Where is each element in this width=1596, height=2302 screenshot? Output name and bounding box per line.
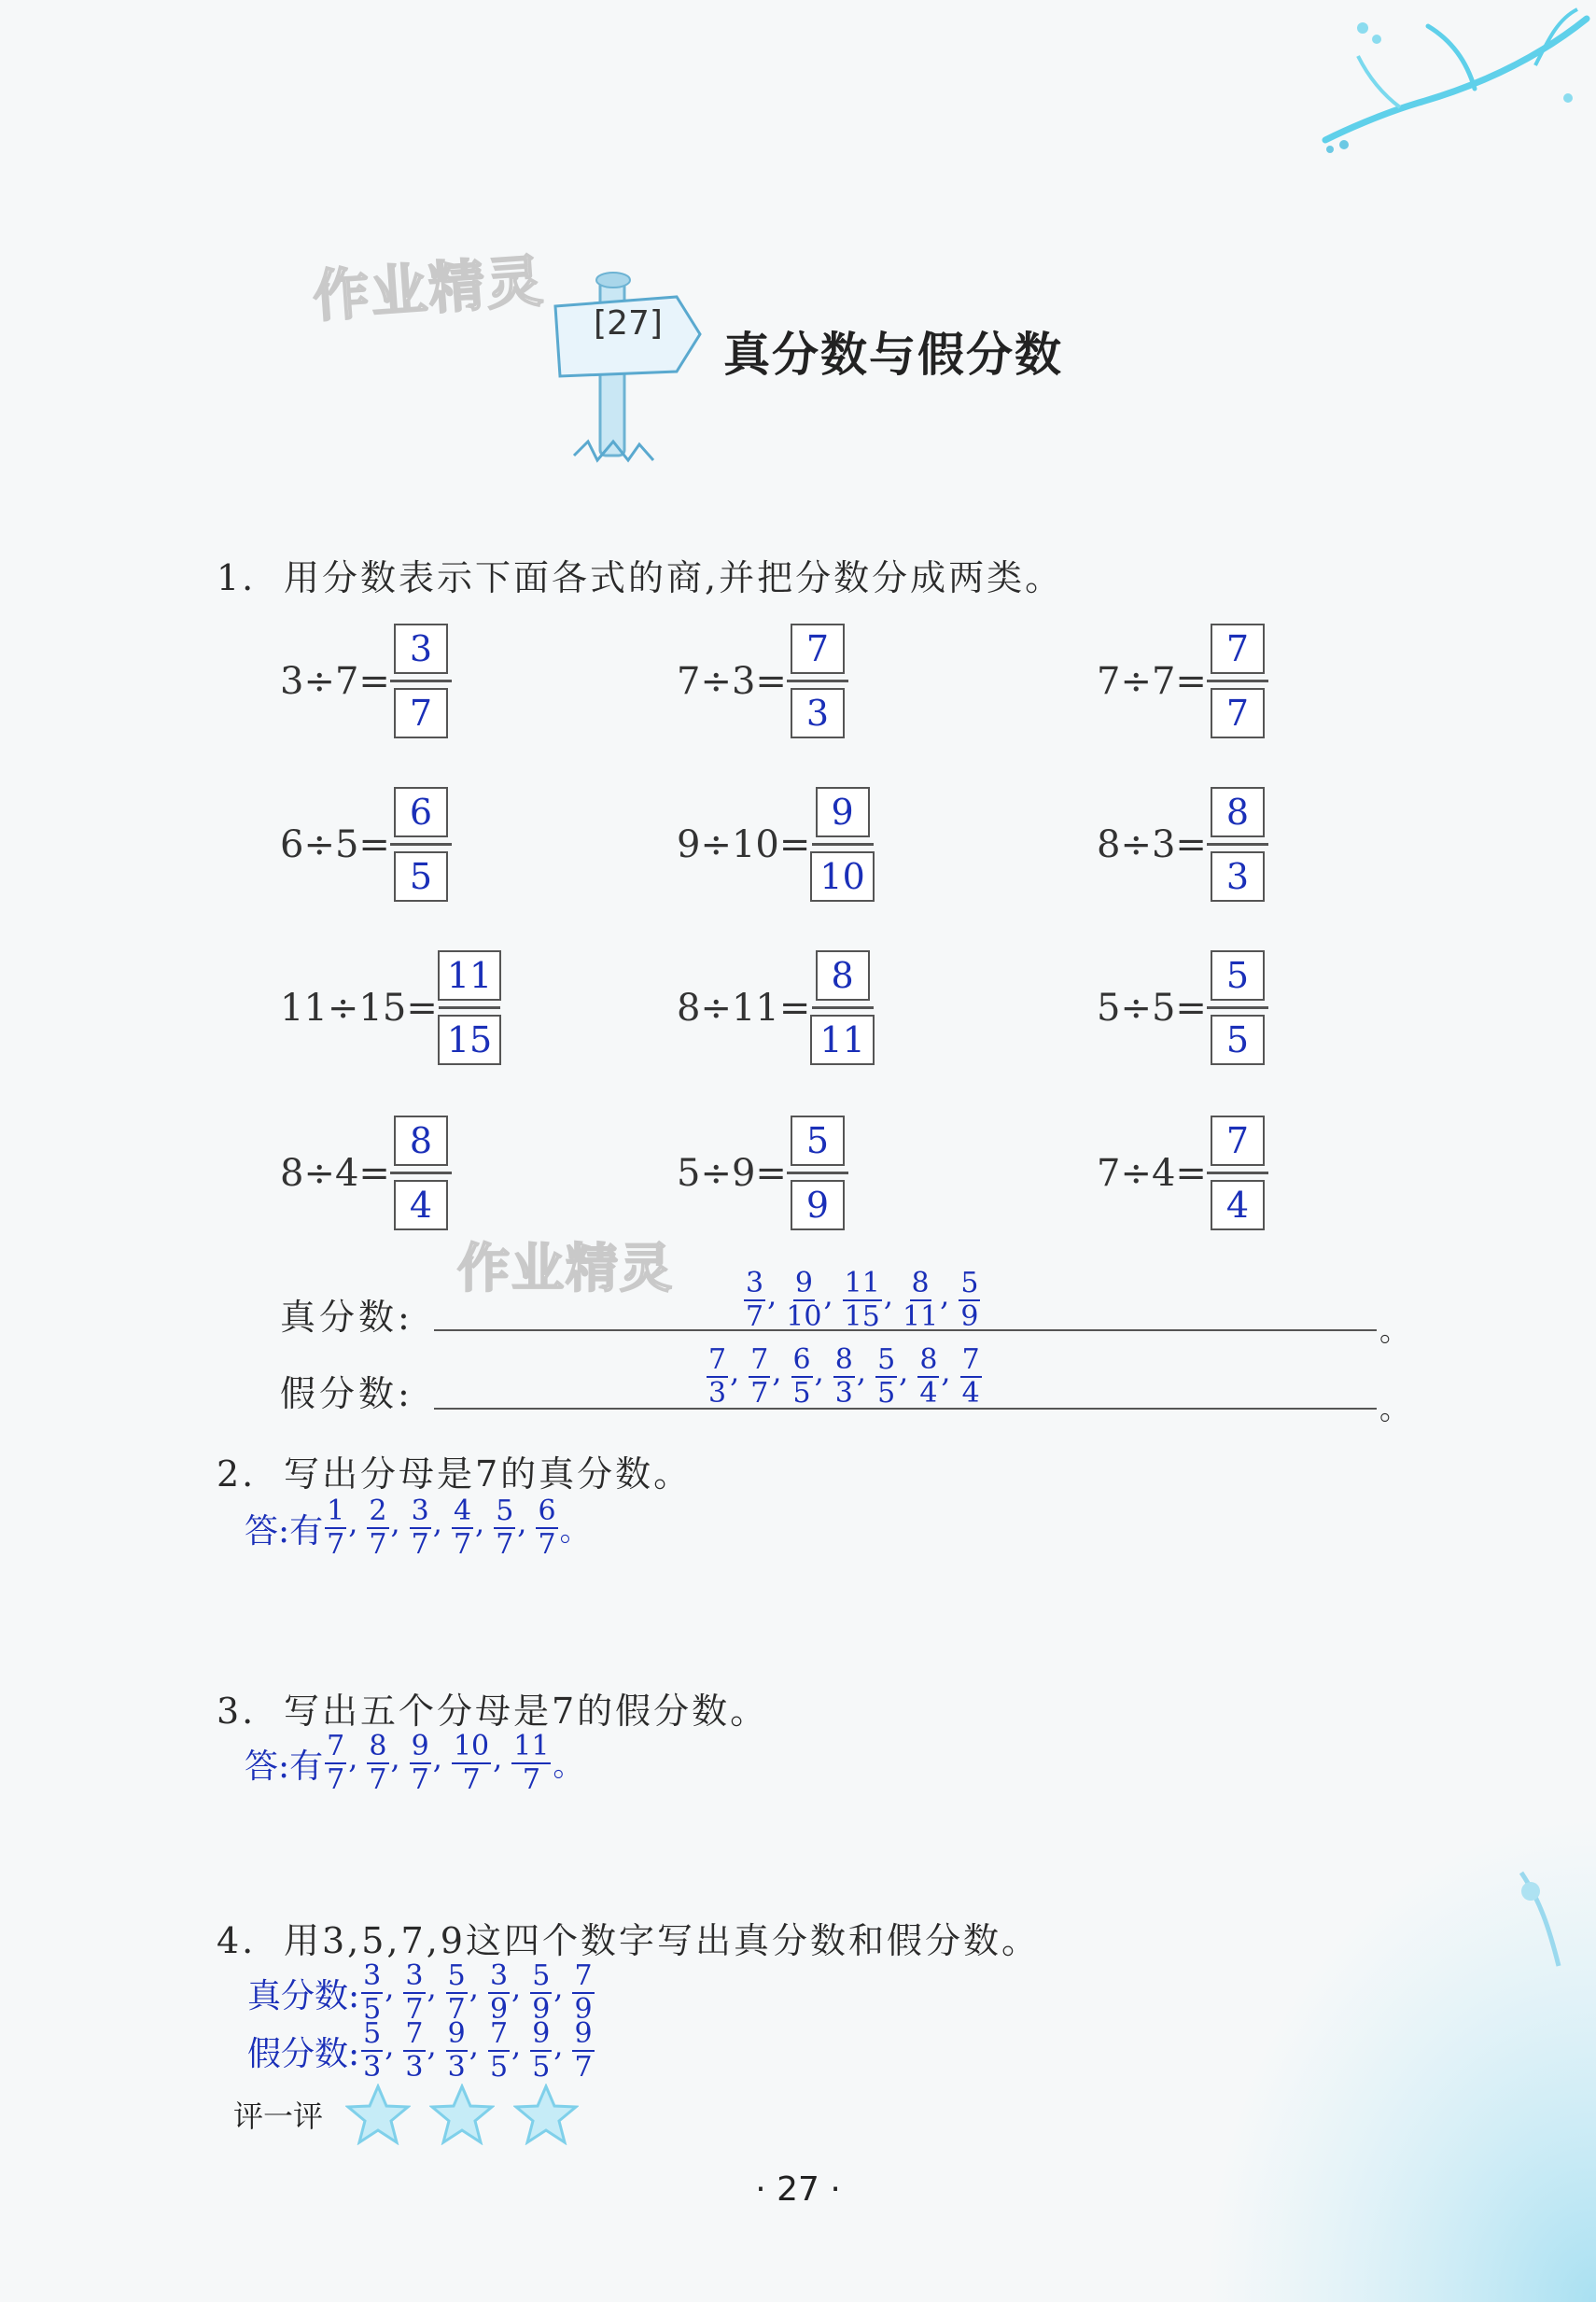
- numerator: 5: [532, 1959, 551, 1992]
- numerator: 9: [411, 1730, 429, 1762]
- star-icon[interactable]: [513, 2084, 579, 2145]
- division-equation: [677, 1116, 848, 1230]
- fraction-answer: [787, 624, 848, 738]
- question-number: 1.: [217, 557, 257, 598]
- numerator: 11: [844, 1267, 880, 1299]
- watermark-top: 作业精灵: [311, 248, 547, 330]
- question-2: [217, 1445, 692, 1496]
- question-text: 用分数表示下面各式的商,并把分数分成两类。: [284, 557, 1064, 598]
- end-mark: 。: [559, 1512, 590, 1548]
- numerator-box[interactable]: 7: [791, 624, 845, 674]
- numerator: 11: [513, 1730, 550, 1762]
- denominator: 7: [453, 1528, 472, 1561]
- equation-expression: 3÷7=: [280, 659, 390, 703]
- fraction: [488, 2017, 510, 2084]
- numerator: 3: [405, 1959, 424, 1992]
- fraction-answer: [1207, 1116, 1268, 1230]
- question-number: 4.: [217, 1920, 257, 1961]
- equation-expression: 5÷9=: [677, 1151, 787, 1195]
- denominator: 4: [919, 1377, 938, 1410]
- equation-expression: 7÷7=: [1097, 659, 1207, 703]
- denominator: 7: [522, 1763, 540, 1796]
- fraction-bar: [439, 1006, 500, 1009]
- denominator: 9: [489, 1993, 509, 2026]
- branch-decoration: [1167, 0, 1596, 177]
- denominator: 5: [877, 1377, 896, 1410]
- numerator: 7: [489, 2017, 509, 2050]
- separator: ,: [385, 2027, 395, 2063]
- denominator: 15: [844, 1300, 880, 1333]
- fraction: [494, 1497, 515, 1559]
- numerator: 8: [369, 1730, 387, 1762]
- answer-4-improper: [247, 2017, 596, 2084]
- fraction: [791, 1343, 813, 1410]
- numerator: 5: [363, 2017, 382, 2050]
- answer-fractions: [323, 1497, 559, 1559]
- fraction-bar: [1207, 680, 1268, 682]
- fraction: [511, 1730, 551, 1796]
- numerator-box[interactable]: 8: [816, 950, 870, 1001]
- separator: ,: [390, 1739, 400, 1776]
- fraction: [786, 1267, 822, 1333]
- fraction: [410, 1497, 431, 1559]
- equation-expression: 8÷4=: [280, 1151, 390, 1195]
- separator: ,: [823, 1276, 833, 1312]
- denominator: 5: [363, 1993, 382, 2026]
- fraction: [530, 1959, 552, 2026]
- fraction-bar: [1207, 843, 1268, 846]
- fraction: [917, 1343, 939, 1410]
- question-3: [217, 1682, 768, 1734]
- fraction-answer: [390, 624, 452, 738]
- separator: ,: [493, 1739, 503, 1776]
- star-icon[interactable]: [429, 2084, 495, 2145]
- lesson-title: 真分数与假分数: [723, 327, 1063, 382]
- separator: ,: [469, 2027, 479, 2063]
- numerator: 3: [411, 1495, 429, 1527]
- equation-expression: 7÷4=: [1097, 1151, 1207, 1195]
- denominator: 9: [574, 1993, 593, 2026]
- equation-expression: 11÷15=: [280, 986, 438, 1030]
- numerator: 7: [961, 1343, 980, 1376]
- fraction-bar: [390, 680, 452, 682]
- denominator: 7: [411, 1763, 429, 1796]
- denominator-box[interactable]: 5: [394, 851, 448, 902]
- separator: ,: [348, 1504, 358, 1540]
- question-text: 写出分母是7的真分数。: [284, 1453, 693, 1495]
- denominator: 9: [532, 1993, 551, 2026]
- question-text: 写出五个分母是7的假分数。: [284, 1691, 769, 1732]
- separator: ,: [856, 1353, 867, 1389]
- numerator-box[interactable]: 8: [394, 1116, 448, 1166]
- answer-4-proper: [247, 1959, 596, 2026]
- division-equation: [1097, 624, 1268, 738]
- denominator: 7: [496, 1528, 514, 1561]
- improper-fraction-line: [434, 1408, 1377, 1410]
- fraction: [446, 2017, 468, 2084]
- fraction: [875, 1343, 897, 1410]
- fraction-answer: [390, 1116, 452, 1230]
- question-1: [217, 549, 1063, 600]
- denominator: 7: [538, 1528, 556, 1561]
- numerator: 7: [327, 1730, 345, 1762]
- denominator: 4: [961, 1377, 980, 1410]
- fraction: [367, 1497, 388, 1559]
- fraction: [572, 1959, 594, 2026]
- end-mark: 。: [553, 1748, 583, 1783]
- equation-expression: 6÷5=: [280, 822, 390, 866]
- fraction: [403, 1959, 425, 2026]
- proper-fraction-answers: [359, 1959, 595, 2026]
- fraction-bar: [1207, 1172, 1268, 1174]
- numerator: 7: [405, 2017, 424, 2050]
- separator: ,: [730, 1353, 740, 1389]
- question-number: 3.: [217, 1691, 257, 1732]
- division-equation: [1097, 787, 1268, 902]
- proper-fraction-label: 真分数:: [280, 1297, 413, 1338]
- denominator: 7: [750, 1377, 769, 1410]
- fraction: [410, 1730, 431, 1796]
- fraction: [367, 1730, 388, 1796]
- numerator: 5: [496, 1495, 514, 1527]
- numerator: 8: [911, 1267, 930, 1299]
- separator: ,: [348, 1739, 358, 1776]
- denominator: 7: [447, 1993, 466, 2026]
- fraction: [536, 1497, 557, 1559]
- denominator: 3: [708, 1377, 727, 1410]
- fraction-bar: [390, 1172, 452, 1174]
- fraction-bar: [787, 680, 848, 682]
- numerator-box[interactable]: 3: [394, 624, 448, 674]
- denominator-box[interactable]: 5: [1211, 1015, 1265, 1065]
- denominator: 5: [489, 2051, 509, 2084]
- numerator: 2: [369, 1495, 387, 1527]
- fraction-answer: [1207, 787, 1268, 902]
- denominator-box[interactable]: 4: [1211, 1180, 1265, 1230]
- numerator: 7: [708, 1343, 727, 1376]
- fraction: [530, 2017, 552, 2084]
- denominator: 7: [746, 1300, 764, 1333]
- fraction-bar: [390, 843, 452, 846]
- numerator: 6: [538, 1495, 556, 1527]
- fraction: [833, 1343, 855, 1410]
- numerator: 1: [327, 1495, 345, 1527]
- star-icon[interactable]: [345, 2084, 411, 2145]
- fraction-bar: [812, 843, 874, 846]
- numerator-box[interactable]: 7: [1211, 624, 1265, 674]
- numerator: 9: [794, 1267, 813, 1299]
- numerator-box[interactable]: 9: [816, 787, 870, 837]
- numerator-box[interactable]: 7: [1211, 1116, 1265, 1166]
- numerator: 8: [834, 1343, 853, 1376]
- denominator: 7: [327, 1528, 345, 1561]
- page-number: · 27 ·: [755, 2170, 841, 2209]
- fraction-answer: [438, 950, 501, 1065]
- question-number: 2.: [217, 1453, 257, 1495]
- numerator-box[interactable]: 5: [1211, 950, 1265, 1001]
- denominator-box[interactable]: 7: [394, 688, 448, 738]
- denominator-box[interactable]: 3: [1211, 851, 1265, 902]
- proper-fraction-label: 真分数:: [247, 1976, 360, 2015]
- separator: ,: [553, 1969, 564, 2005]
- denominator: 11: [902, 1300, 939, 1333]
- numerator: 4: [453, 1495, 472, 1527]
- fraction-answer: [1207, 950, 1268, 1065]
- fraction: [707, 1343, 728, 1410]
- fraction-answer: [787, 1116, 848, 1230]
- separator: ,: [553, 2027, 564, 2063]
- proper-fraction-answers: [742, 1267, 982, 1333]
- equation-expression: 8÷3=: [1097, 822, 1207, 866]
- separator: ,: [432, 1504, 442, 1540]
- fraction-bar: [787, 1172, 848, 1174]
- numerator: 9: [532, 2017, 551, 2050]
- numerator: 3: [489, 1959, 509, 1992]
- separator: ,: [385, 1969, 395, 2005]
- numerator: 8: [919, 1343, 938, 1376]
- separator: ,: [511, 2027, 522, 2063]
- fraction: [325, 1497, 346, 1559]
- numerator: 3: [746, 1267, 764, 1299]
- separator: ,: [517, 1504, 527, 1540]
- separator: ,: [940, 1276, 950, 1312]
- improper-fraction-answers: [359, 2017, 595, 2084]
- separator: ,: [432, 1739, 442, 1776]
- fraction: [749, 1343, 770, 1410]
- fraction-answer: [390, 787, 452, 902]
- answer-2: [245, 1497, 590, 1559]
- end-mark: 。: [1379, 1391, 1410, 1426]
- denominator: 7: [462, 1763, 481, 1796]
- fraction: [361, 1959, 383, 2026]
- denominator-box[interactable]: 9: [791, 1180, 845, 1230]
- fraction: [843, 1267, 882, 1333]
- signpost-icon: [546, 269, 705, 484]
- equation-expression: 5÷5=: [1097, 986, 1207, 1030]
- numerator: 9: [574, 2017, 593, 2050]
- denominator-box[interactable]: 7: [1211, 688, 1265, 738]
- division-equation: [280, 624, 452, 738]
- separator: ,: [390, 1504, 400, 1540]
- fraction-answer: [1207, 624, 1268, 738]
- fraction: [572, 2017, 594, 2084]
- fraction: [325, 1730, 346, 1796]
- numerator: 5: [447, 1959, 466, 1992]
- division-equation: [677, 624, 848, 738]
- improper-fraction-label: 假分数:: [247, 2034, 360, 2073]
- denominator: 7: [369, 1763, 387, 1796]
- denominator-box[interactable]: 11: [810, 1015, 874, 1065]
- answer-fractions: [323, 1730, 553, 1796]
- separator: ,: [427, 1969, 437, 2005]
- separator: ,: [772, 1353, 782, 1389]
- question-text: 用3,5,7,9这四个数字写出真分数和假分数。: [284, 1920, 1040, 1961]
- numerator-box[interactable]: 6: [394, 787, 448, 837]
- denominator: 5: [792, 1377, 811, 1410]
- fraction-answer: [810, 787, 874, 902]
- numerator-box[interactable]: 11: [438, 950, 501, 1001]
- answer-prefix: 答:有: [245, 1747, 324, 1786]
- division-equation: [1097, 1116, 1268, 1230]
- fraction: [488, 1959, 510, 2026]
- equation-expression: 7÷3=: [677, 659, 787, 703]
- division-equation: [280, 950, 501, 1065]
- denominator: 3: [447, 2051, 466, 2084]
- improper-fraction-label: 假分数:: [280, 1373, 413, 1414]
- fraction: [744, 1267, 765, 1333]
- answer-prefix: 答:有: [245, 1511, 324, 1551]
- numerator: 7: [750, 1343, 769, 1376]
- question-4: [217, 1912, 1040, 1963]
- separator: ,: [883, 1276, 893, 1312]
- denominator-box[interactable]: 10: [810, 851, 874, 902]
- denominator: 10: [786, 1300, 822, 1333]
- separator: ,: [427, 2027, 437, 2063]
- equation-expression: 8÷11=: [677, 986, 811, 1030]
- separator: ,: [941, 1353, 951, 1389]
- denominator: 9: [960, 1300, 979, 1333]
- numerator-box[interactable]: 8: [1211, 787, 1265, 837]
- separator: ,: [814, 1353, 824, 1389]
- denominator-box[interactable]: 3: [791, 688, 845, 738]
- division-equation: [677, 950, 875, 1065]
- answer-3: [245, 1730, 583, 1796]
- fraction-bar: [1207, 1006, 1268, 1009]
- denominator: 7: [574, 2051, 593, 2084]
- fraction: [452, 1497, 473, 1559]
- separator: ,: [899, 1353, 909, 1389]
- corner-decoration: [1204, 1817, 1596, 2302]
- denominator: 7: [327, 1763, 345, 1796]
- numerator-box[interactable]: 5: [791, 1116, 845, 1166]
- denominator-box[interactable]: 15: [438, 1015, 501, 1065]
- division-equation: [1097, 950, 1268, 1065]
- separator: ,: [475, 1504, 485, 1540]
- rating: [233, 2084, 579, 2145]
- improper-fraction-answers: [705, 1343, 984, 1410]
- denominator: 7: [411, 1528, 429, 1561]
- end-mark: 。: [1379, 1312, 1410, 1348]
- denominator-box[interactable]: 4: [394, 1180, 448, 1230]
- numerator: 3: [363, 1959, 382, 1992]
- fraction: [361, 2017, 383, 2084]
- numerator: 9: [447, 2017, 466, 2050]
- numerator: 5: [960, 1267, 979, 1299]
- denominator: 7: [369, 1528, 387, 1561]
- separator: ,: [767, 1276, 777, 1312]
- numerator: 5: [877, 1343, 896, 1376]
- fraction-bar: [812, 1006, 874, 1009]
- numerator: 10: [453, 1730, 490, 1762]
- lesson-number: [27]: [594, 304, 663, 343]
- separator: ,: [511, 1969, 522, 2005]
- denominator: 3: [834, 1377, 853, 1410]
- fraction: [446, 1959, 468, 2026]
- denominator: 3: [363, 2051, 382, 2084]
- numerator: 7: [574, 1959, 593, 1992]
- denominator: 7: [405, 1993, 424, 2026]
- rating-label: 评一评: [233, 2098, 324, 2134]
- fraction: [959, 1267, 980, 1333]
- division-equation: [280, 787, 452, 902]
- denominator: 3: [405, 2051, 424, 2084]
- separator: ,: [469, 1969, 479, 2005]
- fraction-answer: [810, 950, 874, 1065]
- watermark-middle: 作业精灵: [457, 1239, 674, 1299]
- fraction: [960, 1343, 982, 1410]
- division-equation: [677, 787, 875, 902]
- fraction: [902, 1267, 939, 1333]
- equation-expression: 9÷10=: [677, 822, 811, 866]
- denominator: 5: [532, 2051, 551, 2084]
- numerator: 6: [792, 1343, 811, 1376]
- fraction: [452, 1730, 491, 1796]
- division-equation: [280, 1116, 452, 1230]
- fraction: [403, 2017, 425, 2084]
